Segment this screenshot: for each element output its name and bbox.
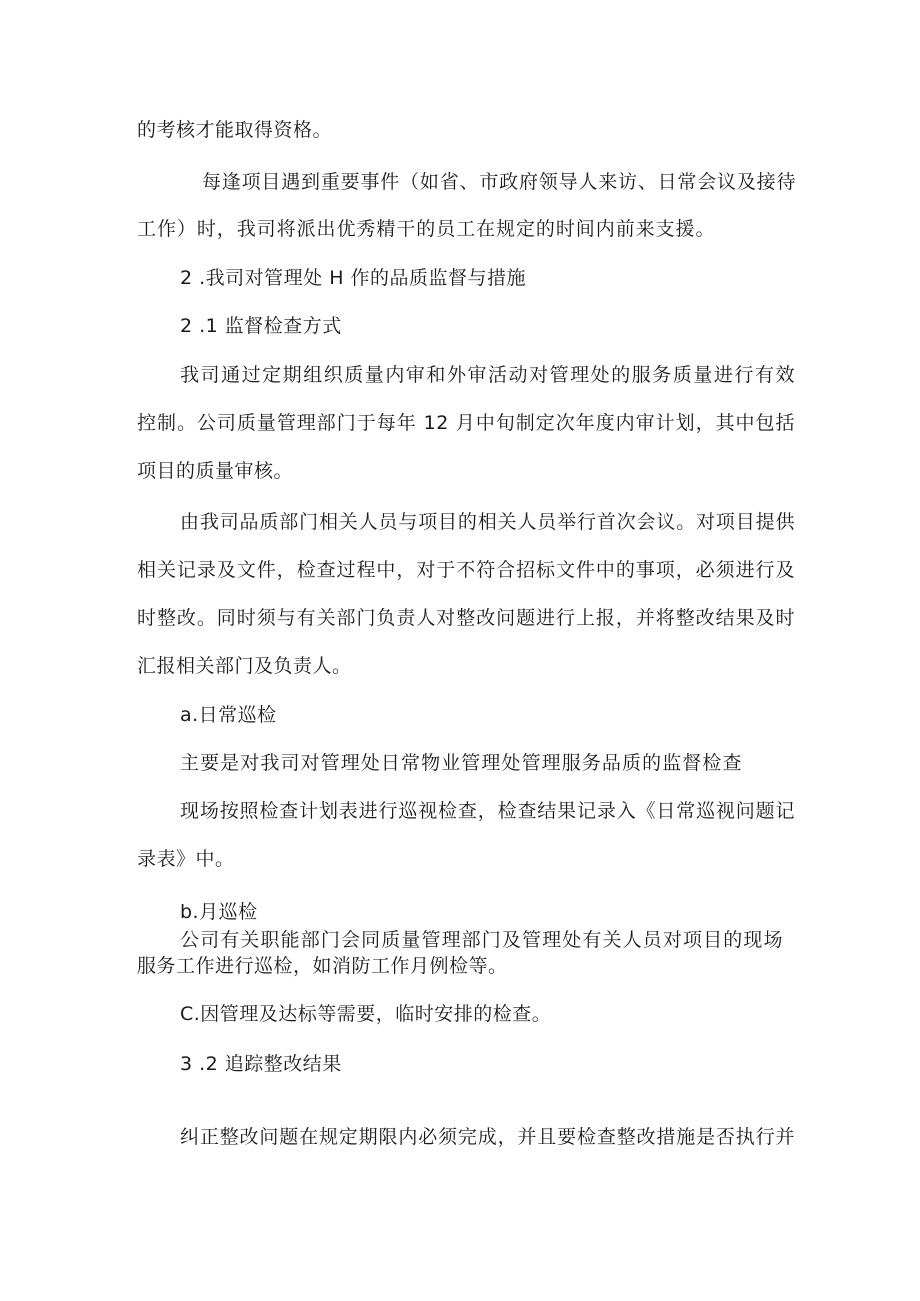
text-line: 公司有关职能部门会同质量管理部门及管理处有关人员对项目的现场 bbox=[180, 929, 783, 951]
section-heading: 2 .1 监督检查方式 bbox=[180, 315, 342, 337]
text-line: 现场按照检查计划表进行巡视检查，检查结果记录入《日常巡视问题记 bbox=[180, 800, 795, 822]
text-line: 纠正整改问题在规定期限内必须完成，并且要检查整改措施是否执行并 bbox=[180, 1126, 795, 1148]
text-line: 服务工作进行巡检，如消防工作月例检等。 bbox=[137, 955, 508, 977]
section-heading: a.日常巡检 bbox=[180, 704, 277, 726]
text-line: 项目的质量审核。 bbox=[137, 460, 294, 482]
section-heading: 3 .2 追踪整改结果 bbox=[180, 1053, 342, 1075]
text-line: 汇报相关部门及负责人。 bbox=[137, 655, 352, 677]
text-line: 我司通过定期组织质量内审和外审活动对管理处的服务质量进行有效 bbox=[180, 364, 795, 386]
text-line: C.因管理及达标等需要，临时安排的检查。 bbox=[180, 1003, 552, 1025]
text-line: 控制。公司质量管理部门于每年 12 月中旬制定次年度内审计划，其中包括 bbox=[137, 412, 795, 434]
text-line: 录表》中。 bbox=[137, 848, 235, 870]
text-line: 相关记录及文件，检查过程中，对于不符合招标文件中的事项，必须进行及 bbox=[137, 559, 795, 581]
section-heading: 2 .我司对管理处 H 作的品质监督与措施 bbox=[180, 267, 527, 289]
text-line: 主要是对我司对管理处日常物业管理处管理服务品质的监督检查 bbox=[180, 752, 742, 774]
text-line: 工作）时，我司将派出优秀精干的员工在规定的时间内前来支援。 bbox=[137, 218, 715, 240]
text-line: 由我司品质部门相关人员与项目的相关人员举行首次会议。对项目提供 bbox=[180, 511, 795, 533]
section-heading: b.月巡检 bbox=[180, 901, 258, 923]
text-line: 时整改。同时须与有关部门负责人对整改问题进行上报，并将整改结果及时 bbox=[137, 607, 795, 629]
text-line: 每逢项目遇到重要事件（如省、市政府领导人来访、日常会议及接待 bbox=[202, 171, 796, 193]
text-line: 的考核才能取得资格。 bbox=[137, 119, 333, 141]
